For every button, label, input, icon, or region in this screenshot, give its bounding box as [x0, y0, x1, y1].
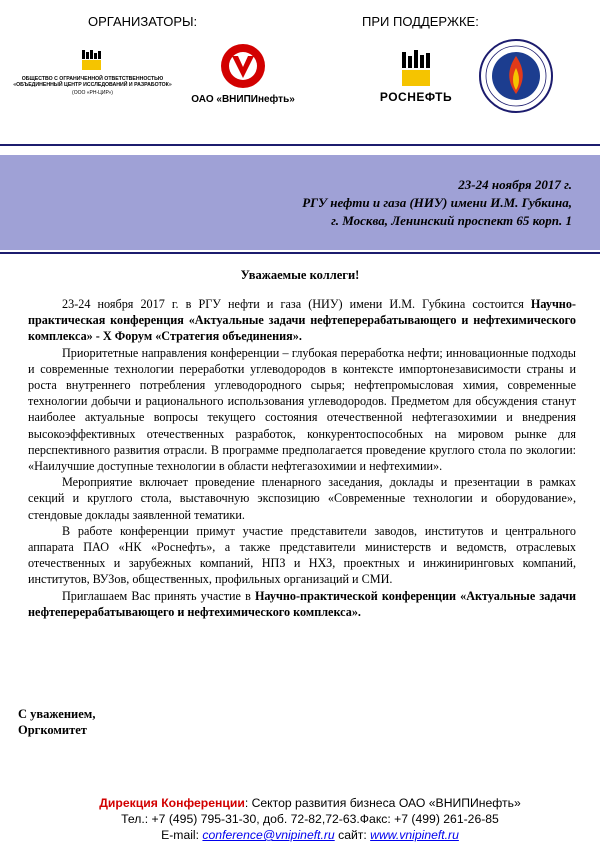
vnipineft-logo	[188, 42, 298, 108]
rn-cir-logo	[10, 48, 175, 98]
event-date: 23-24 ноября 2017 г.	[458, 177, 572, 192]
signature-name: Оргкомитет	[18, 723, 87, 737]
event-info-band	[0, 155, 600, 250]
rn-cir-short: (ООО «РН-ЦИР»)	[72, 90, 113, 96]
support-label: ПРИ ПОДДЕРЖКЕ:	[362, 14, 479, 29]
paragraph-1: 23-24 ноября 2017 г. в РГУ нефти и газа (НИУ) имени И.М. Губкина состоится Научно-практическая конференция «Актуальные задачи нефтеперерабатывающего и нефтехимического комплекса» - Х Форум «Стратегия объединения».	[28, 297, 576, 344]
contacts-footer	[70, 795, 550, 843]
paragraph-4: В работе конференции примут участие представители заводов, институтов и центрального аппарата ПАО «НК «Роснефть», а также представители министерств и ведомств, отраслевых отечественных и зарубежных компаний, НПЗ и НХЗ, проектных и инжиниринговых компаний, институтов, ВУЗов, общественных, профильных организаций и СМИ.	[28, 523, 576, 587]
signature-closing: С уважением,	[18, 707, 96, 721]
paragraph-3: Мероприятие включает проведение пленарного заседания, доклады и презентации в рамках секций и круглого стола, выставочную экспозицию «Современные технологии и оборудование», стендовые доклады заявленной тематики.	[28, 475, 576, 522]
site-link[interactable]: www.vnipineft.ru	[370, 828, 459, 842]
event-address: г. Москва, Ленинский проспект 65 корп. 1	[331, 213, 572, 228]
directorate-line	[70, 795, 550, 811]
band-bottom-line	[0, 252, 600, 254]
organizers-label: ОРГАНИЗАТОРЫ:	[88, 14, 198, 29]
signature	[18, 706, 95, 738]
paragraph-5: Приглашаем Вас принять участие в Научно-практической конференции «Актуальные задачи нефтеперерабатывающего и нефтехимического комплекса».	[28, 588, 577, 619]
directorate-text: : Сектор развития бизнеса ОАО «ВНИПИнефть»	[244, 796, 521, 810]
event-place: РГУ нефти и газа (НИУ) имени И.М. Губкина,	[302, 195, 572, 210]
rosneft-logo	[362, 48, 470, 104]
vnipineft-name: ОАО «ВНИПИнефть»	[191, 94, 295, 105]
gubkin-university-logo	[478, 38, 554, 114]
band-top-line	[0, 144, 600, 146]
email-link[interactable]: conference@vnipineft.ru	[202, 828, 335, 842]
email-site-line: E-mail: conference@vnipineft.ru сайт: www.vnipineft.ru	[161, 828, 459, 842]
rosneft-emblem-icon	[10, 48, 175, 76]
directorate-label: Дирекция Конференции	[99, 796, 245, 810]
paragraph-2: Приоритетные направления конференции – глубокая переработка нефти; инновационные подходы и современные технологии переработки углеводородов в контексте импортонезависимости страны и роста внутреннего потребления углеводородного сырья; нефтепромысловая химия, современные технологии добычи и рационального использования углеводородов. Предметом для обсуждения станут наиболее актуальные вопросы текущего состояния отечественной нефтегазохимии и внедрения высокоэффективных отечественных разработок, конкурентоспособных на мировом рынке для перспективного развития отрасли. В программе предполагается проведение круглого стола по экологии: «Наилучшие доступные технологии в области нефтегазохимии и нефтехимии».	[28, 345, 576, 474]
rn-cir-name: ОБЩЕСТВО С ОГРАНИЧЕННОЙ ОТВЕТСТВЕННОСТЬЮ «ОБЪЕДИНЕННЫЙ ЦЕНТР ИССЛЕДОВАНИЙ И РАЗРАБОТОК»	[13, 76, 172, 88]
rosneft-name: РОСНЕФТЬ	[379, 90, 453, 104]
rosneft-flame-icon	[362, 48, 470, 88]
greeting: Уважаемые коллеги!	[240, 268, 360, 282]
phones-line: Тел.: +7 (495) 795-31-30, доб. 72-82,72-63.Факс: +7 (499) 261-26-85	[121, 812, 499, 826]
gubkin-seal-icon	[478, 38, 554, 114]
vnipineft-emblem-icon	[188, 42, 298, 94]
letter-body	[28, 296, 576, 620]
